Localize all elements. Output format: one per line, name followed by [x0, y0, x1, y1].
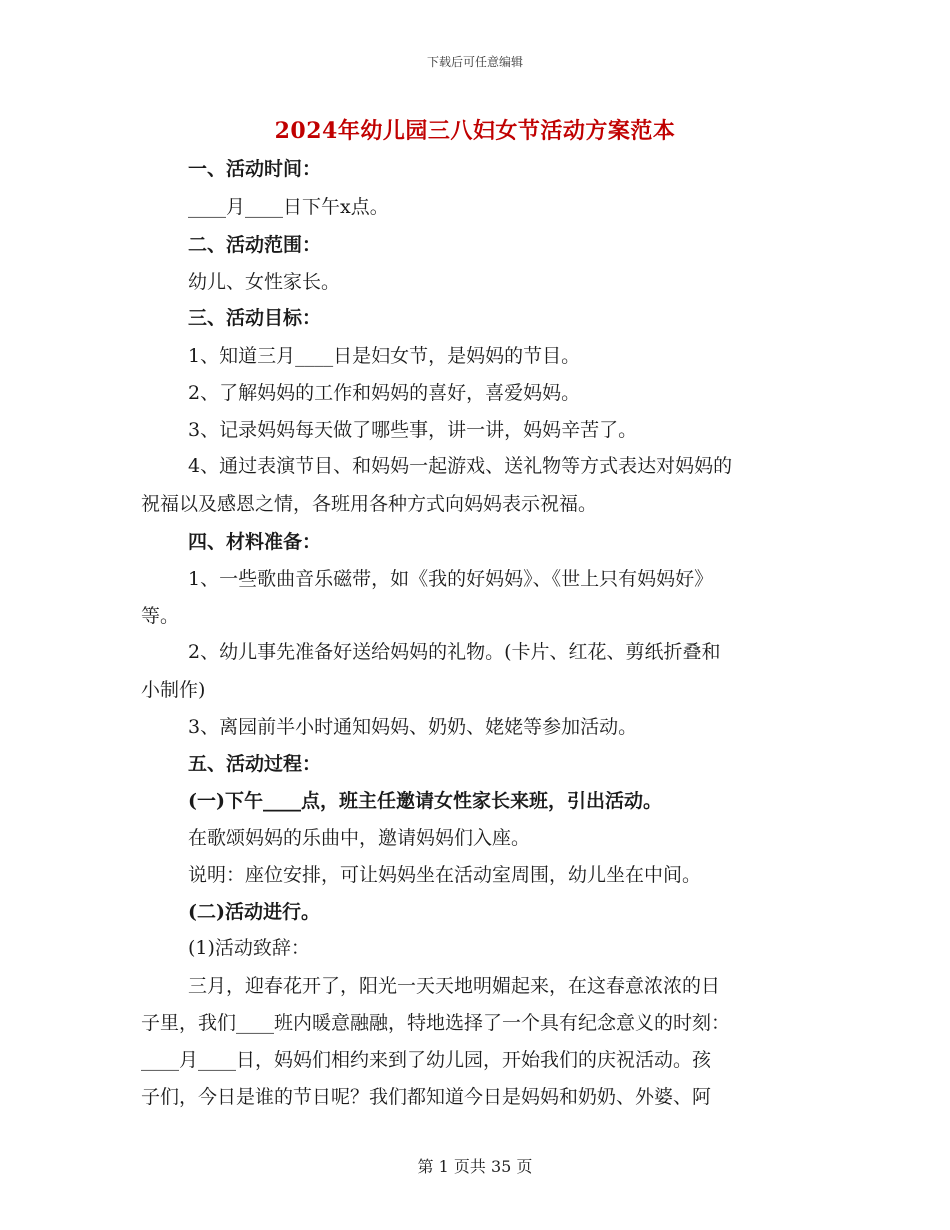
list-item: 4、通过表演节目、和妈妈一起游戏、送礼物等方式表达对妈妈的 — [188, 455, 733, 477]
list-item-continuation: 祝福以及感恩之情，各班用各种方式向妈妈表示祝福。 — [141, 493, 598, 515]
list-item-continuation: 等。 — [141, 605, 180, 627]
body-line: 子们，今日是谁的节日呢？我们都知道今日是妈妈和奶奶、外婆、阿 — [141, 1086, 712, 1108]
list-item: 2、了解妈妈的工作和妈妈的喜好，喜爱妈妈。 — [188, 382, 581, 404]
subsection-heading: (二)活动进行。 — [188, 901, 320, 923]
body-line: (1)活动致辞： — [188, 937, 310, 959]
section-heading-materials: 四、材料准备： — [188, 531, 322, 553]
section-heading-time: 一、活动时间： — [188, 158, 322, 180]
list-item: 1、知道三月____日是妇女节，是妈妈的节目。 — [188, 345, 581, 367]
header-note: 下载后可任意编辑 — [426, 55, 523, 69]
page-footer: 第 1 页共 35 页 — [417, 1157, 533, 1176]
document-title: 2024年幼儿园三八妇女节活动方案范本 — [274, 118, 676, 144]
section-heading-scope: 二、活动范围： — [188, 234, 322, 256]
list-item: 3、记录妈妈每天做了哪些事，讲一讲，妈妈辛苦了。 — [188, 419, 638, 441]
body-line: ____月____日下午x点。 — [188, 196, 389, 218]
list-item: 2、幼儿事先准备好送给妈妈的礼物。(卡片、红花、剪纸折叠和 — [188, 641, 721, 663]
body-line: 幼儿、女性家长。 — [188, 271, 341, 293]
body-line: ____月____日，妈妈们相约来到了幼儿园，开始我们的庆祝活动。孩 — [141, 1049, 712, 1071]
subsection-heading: (一)下午____点，班主任邀请女性家长来班，引出活动。 — [188, 790, 662, 812]
body-line: 子里，我们____班内暖意融融，特地选择了一个具有纪念意义的时刻： — [141, 1012, 731, 1034]
section-heading-process: 五、活动过程： — [188, 753, 322, 775]
list-item: 3、离园前半小时通知妈妈、奶奶、姥姥等参加活动。 — [188, 716, 638, 738]
body-line: 三月，迎春花开了，阳光一天天地明媚起来，在这春意浓浓的日 — [188, 975, 721, 997]
list-item: 1、一些歌曲音乐磁带，如《我的好妈妈》、《世上只有妈妈好》 — [188, 568, 714, 590]
body-line: 说明：座位安排，可让妈妈坐在活动室周围，幼儿坐在中间。 — [188, 864, 702, 886]
section-heading-goals: 三、活动目标： — [188, 307, 322, 329]
list-item-continuation: 小制作) — [141, 679, 206, 701]
body-line: 在歌颂妈妈的乐曲中，邀请妈妈们入座。 — [188, 827, 531, 849]
